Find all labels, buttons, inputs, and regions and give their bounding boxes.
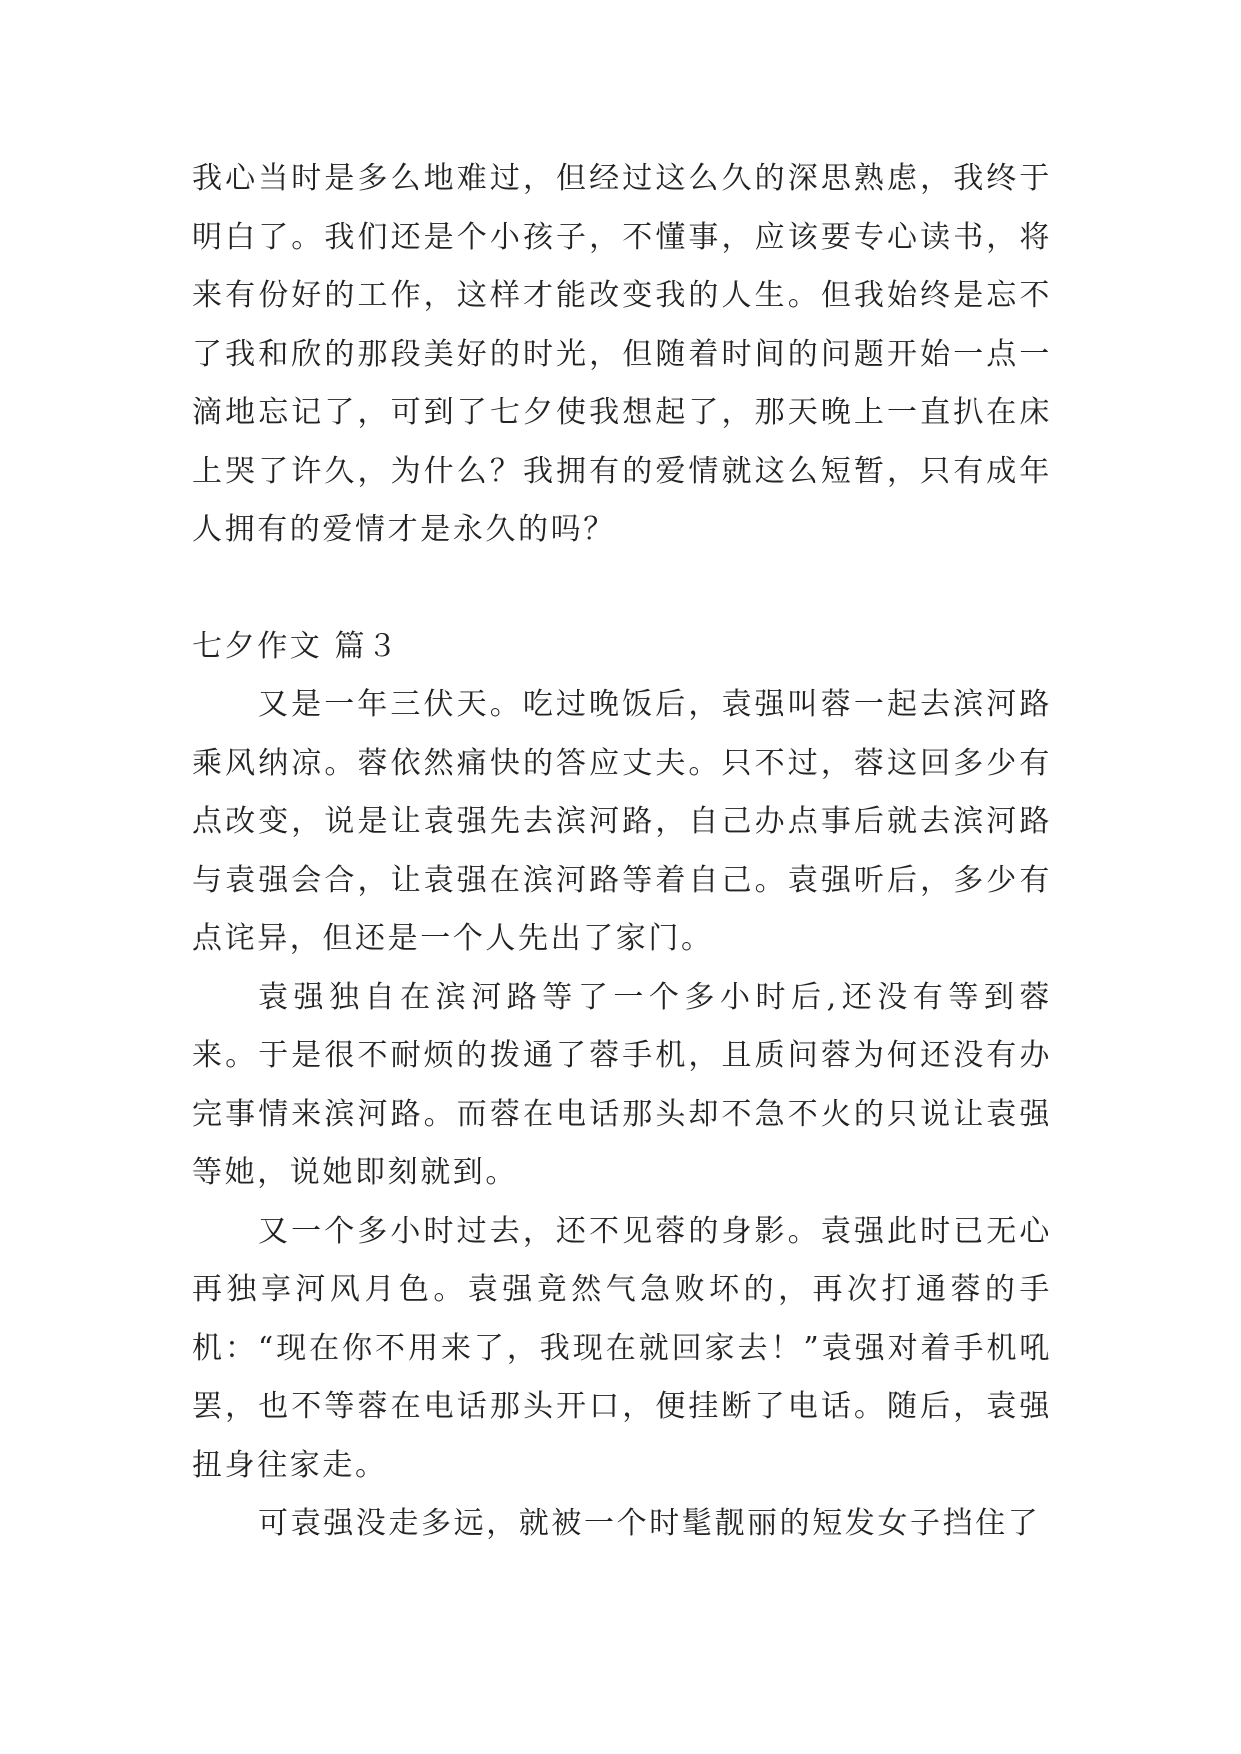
paragraph: 可袁强没走多远，就被一个时髦靓丽的短发女子挡住了 (258, 1506, 1041, 1541)
paragraph: 又一个多小时过去，还不见蓉的身影。袁强此时已无心再独享河风月色。袁强竟然气急败坏的，再次打通蓉的手机：“现在你不用来了，我现在就回家去！”袁强对着手机吼罢，也不等蓉在电话那头开口，便挂断了电话。随后，袁强扭身往家走。 (192, 1213, 1052, 1483)
continuation-paragraph: 我心当时是多么地难过，但经过这么久的深思熟虑，我终于明白了。我们还是个小孩子，不懂事，应该要专心读书，将来有份好的工作，这样才能改变我的人生。但我始终是忘不了我和欣的那段美好的时光，但随着时间的问题开始一点一滴地忘记了，可到了七夕使我想起了，那天晚上一直扒在床上哭了许久，为什么？我拥有的爱情就这么短暂，只有成年人拥有的爱情才是永久的吗？ (192, 161, 1052, 547)
document-body (192, 150, 1052, 1554)
paragraph: 袁强独自在滨河路等了一个多小时后,还没有等到蓉来。于是很不耐烦的拨通了蓉手机，且质问蓉为何还没有办完事情来滨河路。而蓉在电话那头却不急不火的只说让袁强等她，说她即刻就到。 (192, 979, 1052, 1190)
section-gap (192, 560, 1052, 618)
section-heading: 七夕作文 篇３ (192, 628, 400, 664)
paragraph: 又是一年三伏天。吃过晚饭后，袁强叫蓉一起去滨河路乘风纳凉。蓉依然痛快的答应丈夫。只不过，蓉这回多少有点改变，说是让袁强先去滨河路，自己办点事后就去滨河路与袁强会合，让袁强在滨河路等着自己。袁强听后，多少有点诧异，但还是一个人先出了家门。 (192, 687, 1052, 956)
